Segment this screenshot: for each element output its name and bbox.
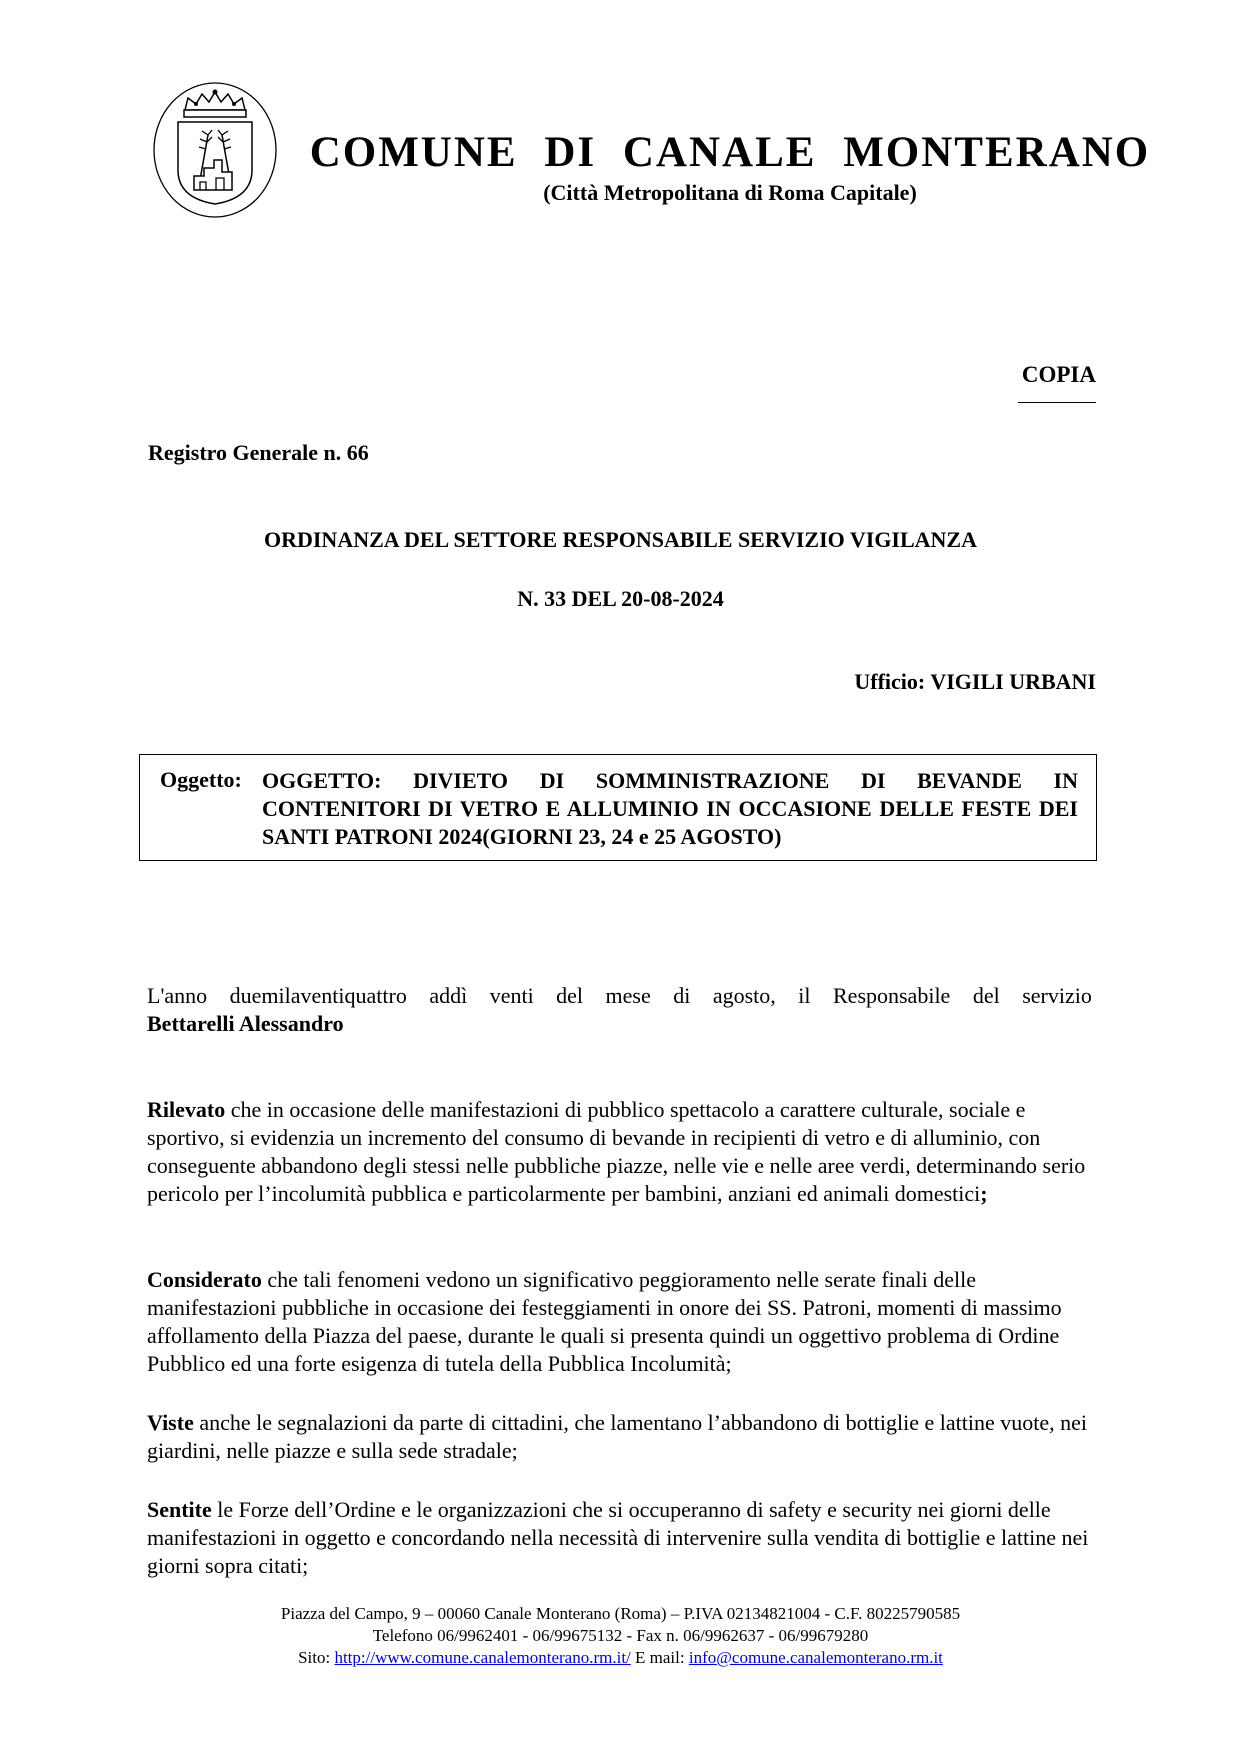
ordinanza-number: N. 33 DEL 20-08-2024 bbox=[517, 586, 724, 611]
oggetto-text: OGGETTO: DIVIETO DI SOMMINISTRAZIONE DI BEVANDE IN CONTENITORI DI VETRO E ALLUMINIO IN OCCASIONE DELLE FESTE DEI SANTI PATRONI 2024(GIORNI 23, 24 e 25 AGOSTO) bbox=[262, 768, 1078, 849]
municipality-title: COMUNE DI CANALE MONTERANO bbox=[309, 129, 1151, 176]
intro-word: Responsabile bbox=[833, 983, 951, 1008]
paragraph-body: che tali fenomeni vedono un significativo peggioramento nelle serate finali delle manifestazioni pubbliche in occasione dei festeggiamenti in onore dei SS. Patroni, momenti di massimo affollamento della Piazza del paese, durante le quali si presenta quindi un oggettivo problema di Ordine Pubblico ed una forte esigenza di tutela della Pubblica Incolumità; bbox=[147, 1267, 1062, 1376]
email-link[interactable]: info@comune.canalemonterano.rm.it bbox=[688, 1648, 943, 1667]
municipality-subtitle: (Città Metropolitana di Roma Capitale) bbox=[543, 180, 917, 205]
website-link[interactable]: http://www.comune.canalemonterano.rm.it/ bbox=[334, 1648, 631, 1667]
ordinanza-heading: ORDINANZA DEL SETTORE RESPONSABILE SERVIZIO VIGILANZA bbox=[263, 527, 977, 552]
intro-word: L'anno bbox=[147, 983, 208, 1008]
paragraph-body: che in occasione delle manifestazioni di pubblico spettacolo a carattere culturale, sociale e sportivo, si evidenzia un incremento del consumo di bevande in recipienti di vetro e di alluminio, con conseguente abbandono degli stessi nelle pubbliche piazze, nelle vie e nelle aree verdi, determinando serio pericolo per l’incolumità pubblica e particolarmente per bambini, anziani ed animali domestici bbox=[147, 1097, 1086, 1206]
intro-word: mese bbox=[605, 983, 651, 1008]
intro-word: servizio bbox=[1022, 983, 1092, 1008]
paragraph-body: le Forze dell’Ordine e le organizzazioni che si occuperanno di safety e security nei giorni delle manifestazioni in oggetto e concordando nella necessità di intervenire sulla vendita di bottiglie e lattine nei giorni sopra citati; bbox=[147, 1497, 1089, 1578]
paragraph-viste bbox=[147, 1409, 1092, 1465]
paragraph-lead: Considerato bbox=[147, 1267, 262, 1292]
intro-word: del bbox=[556, 983, 584, 1008]
responsabile-name: Bettarelli Alessandro bbox=[147, 1011, 344, 1036]
footer-address: Piazza del Campo, 9 – 00060 Canale Monterano (Roma) – P.IVA 02134821004 - C.F. 80225790585 bbox=[280, 1604, 961, 1623]
paragraph-sentite bbox=[147, 1496, 1092, 1580]
intro-word: agosto, bbox=[712, 983, 776, 1008]
footer-phone: Telefono 06/9962401 - 06/99675132 - Fax n. 06/9962637 - 06/99679280 bbox=[372, 1626, 869, 1645]
footer-contacts bbox=[100, 1647, 1141, 1669]
paragraph-lead: Viste bbox=[147, 1410, 194, 1435]
paragraph-lead: Sentite bbox=[147, 1497, 212, 1522]
copia-underline bbox=[1018, 402, 1096, 403]
registro-generale: Registro Generale n. 66 bbox=[148, 440, 369, 465]
ufficio-label: Ufficio: VIGILI URBANI bbox=[854, 669, 1096, 694]
paragraph-body: anche le segnalazioni da parte di cittadini, che lamentano l’abbandono di bottiglie e lattine vuote, nei giardini, nelle piazze e sulla sede stradale; bbox=[147, 1410, 1087, 1463]
intro-line bbox=[147, 982, 1092, 1010]
intro-word: del bbox=[972, 983, 1000, 1008]
intro-word: duemilaventiquattro bbox=[229, 983, 407, 1008]
paragraph-rilevato bbox=[147, 1096, 1092, 1208]
copia-label: COPIA bbox=[1021, 362, 1096, 387]
intro-word: il bbox=[798, 983, 811, 1008]
intro-word: addì bbox=[429, 983, 468, 1008]
paragraph-lead: Rilevato bbox=[147, 1097, 226, 1122]
oggetto-label: Oggetto: bbox=[160, 767, 242, 792]
intro-word: venti bbox=[489, 983, 534, 1008]
intro-word: di bbox=[673, 983, 691, 1008]
footer-site-label: Sito: bbox=[298, 1648, 335, 1667]
paragraph-tail: ; bbox=[980, 1181, 988, 1206]
paragraph-considerato bbox=[147, 1266, 1092, 1378]
footer-email-label: E mail: bbox=[630, 1648, 689, 1667]
